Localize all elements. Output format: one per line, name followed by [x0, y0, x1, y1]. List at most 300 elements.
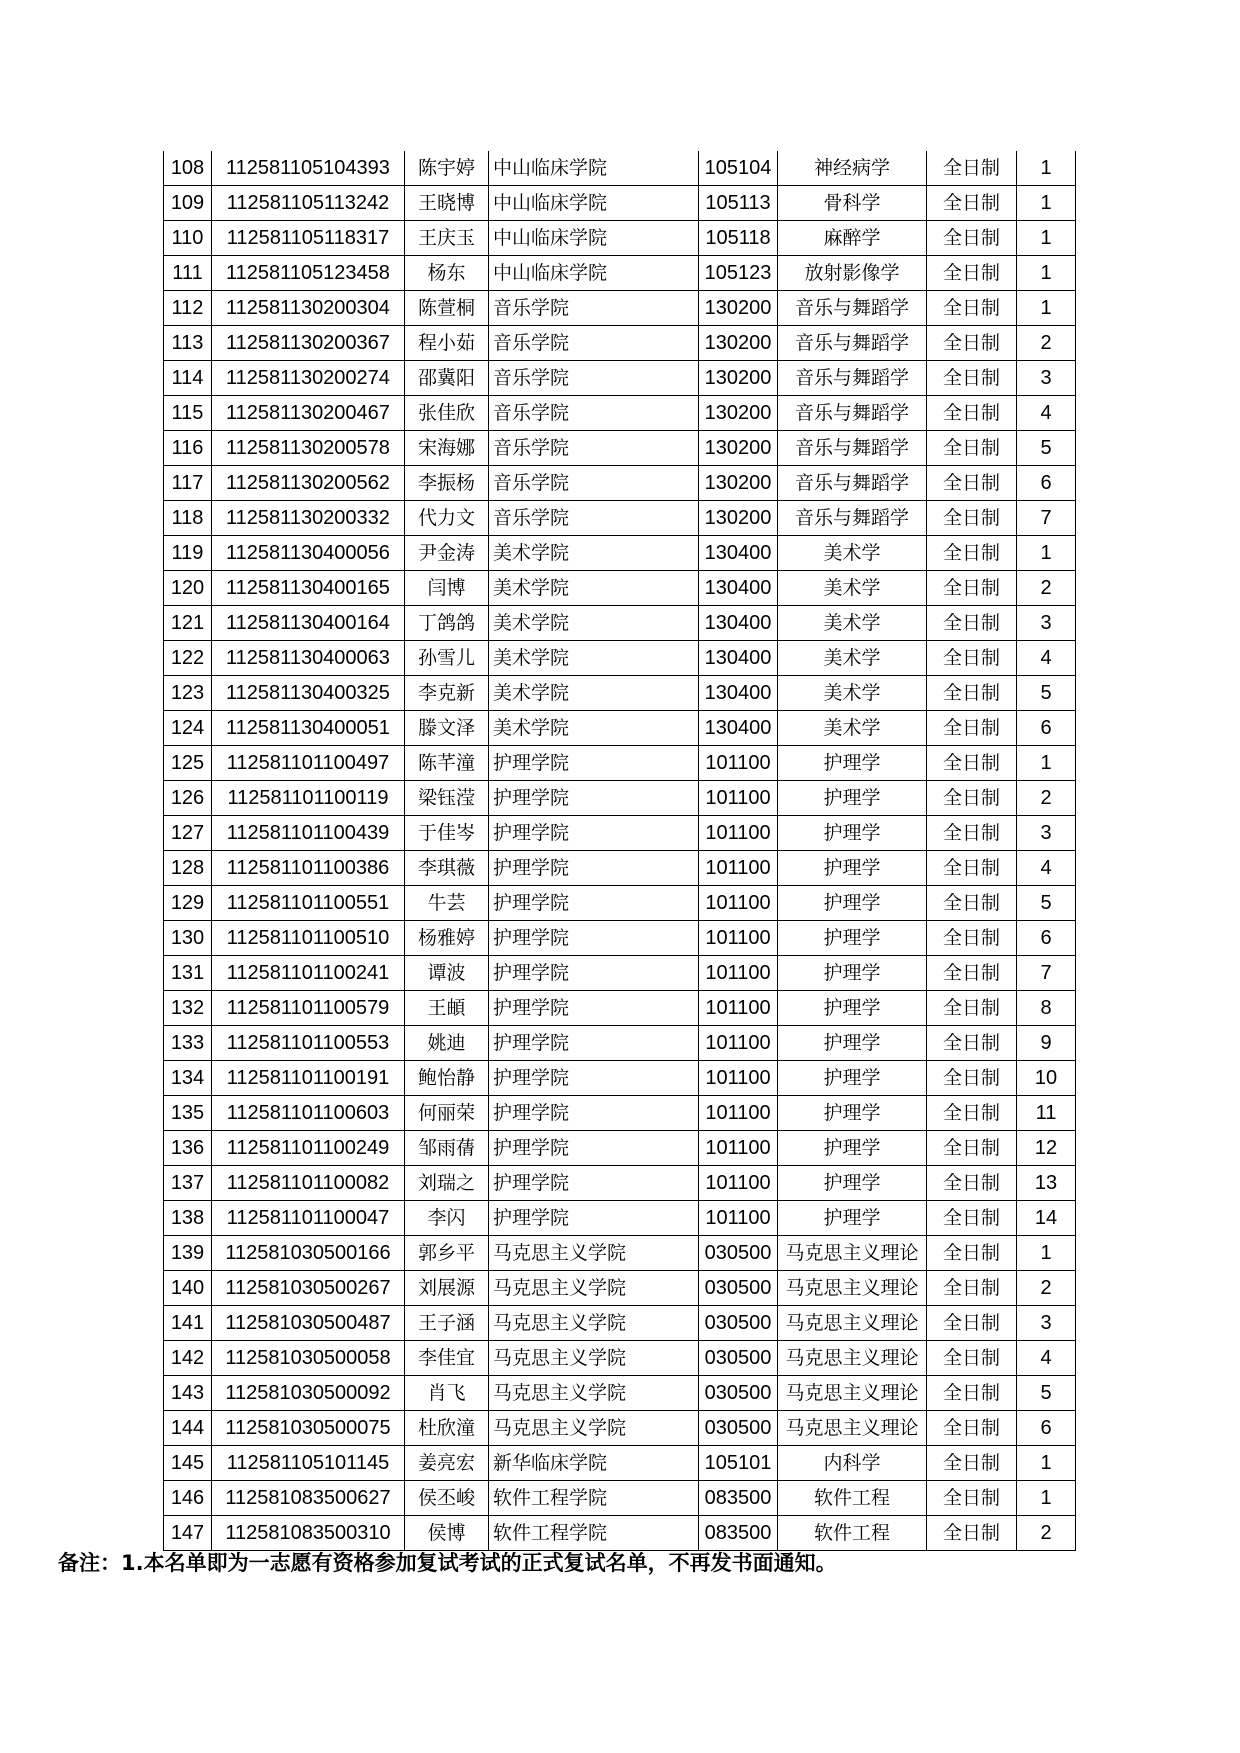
- rank-cell: 2: [1017, 571, 1076, 606]
- rank-cell: 6: [1017, 466, 1076, 501]
- college-cell: 音乐学院: [489, 291, 699, 326]
- row-number-cell: 137: [164, 1166, 212, 1201]
- college-cell: 软件工程学院: [489, 1516, 699, 1551]
- major-name-cell: 护理学: [778, 851, 927, 886]
- exam-id-cell: 112581105123458: [212, 256, 405, 291]
- study-mode-cell: 全日制: [927, 886, 1017, 921]
- major-code-cell: 130200: [699, 326, 778, 361]
- table-row: [164, 326, 1076, 361]
- candidate-name-cell: 李克新: [405, 676, 489, 711]
- rank-cell: 7: [1017, 501, 1076, 536]
- major-name-cell: 音乐与舞蹈学: [778, 291, 927, 326]
- college-cell: 护理学院: [489, 851, 699, 886]
- major-name-cell: 护理学: [778, 1166, 927, 1201]
- major-code-cell: 130200: [699, 291, 778, 326]
- major-code-cell: 130200: [699, 361, 778, 396]
- major-code-cell: 101100: [699, 816, 778, 851]
- college-cell: 护理学院: [489, 1131, 699, 1166]
- exam-id-cell: 112581101100439: [212, 816, 405, 851]
- rank-cell: 1: [1017, 151, 1076, 186]
- major-name-cell: 神经病学: [778, 151, 927, 186]
- exam-id-cell: 112581130400165: [212, 571, 405, 606]
- major-code-cell: 105113: [699, 186, 778, 221]
- major-code-cell: 101100: [699, 1026, 778, 1061]
- table-row: [164, 571, 1076, 606]
- major-name-cell: 软件工程: [778, 1516, 927, 1551]
- rank-cell: 7: [1017, 956, 1076, 991]
- candidate-name-cell: 李振杨: [405, 466, 489, 501]
- retest-list-table: [163, 151, 1076, 1551]
- major-code-cell: 130400: [699, 571, 778, 606]
- candidate-name-cell: 刘瑞之: [405, 1166, 489, 1201]
- major-name-cell: 马克思主义理论: [778, 1411, 927, 1446]
- row-number-cell: 122: [164, 641, 212, 676]
- table-row: [164, 536, 1076, 571]
- candidate-name-cell: 张佳欣: [405, 396, 489, 431]
- exam-id-cell: 112581101100579: [212, 991, 405, 1026]
- table-row: [164, 1306, 1076, 1341]
- table-row: [164, 851, 1076, 886]
- college-cell: 护理学院: [489, 1026, 699, 1061]
- college-cell: 新华临床学院: [489, 1446, 699, 1481]
- college-cell: 护理学院: [489, 886, 699, 921]
- major-code-cell: 083500: [699, 1516, 778, 1551]
- table-row: [164, 186, 1076, 221]
- college-cell: 软件工程学院: [489, 1481, 699, 1516]
- table-row: [164, 291, 1076, 326]
- major-name-cell: 放射影像学: [778, 256, 927, 291]
- study-mode-cell: 全日制: [927, 431, 1017, 466]
- candidate-name-cell: 郭乡平: [405, 1236, 489, 1271]
- study-mode-cell: 全日制: [927, 1271, 1017, 1306]
- study-mode-cell: 全日制: [927, 746, 1017, 781]
- rank-cell: 3: [1017, 606, 1076, 641]
- table-row: [164, 921, 1076, 956]
- row-number-cell: 112: [164, 291, 212, 326]
- major-name-cell: 麻醉学: [778, 221, 927, 256]
- rank-cell: 2: [1017, 781, 1076, 816]
- college-cell: 护理学院: [489, 956, 699, 991]
- candidate-name-cell: 侯博: [405, 1516, 489, 1551]
- study-mode-cell: 全日制: [927, 991, 1017, 1026]
- rank-cell: 14: [1017, 1201, 1076, 1236]
- exam-id-cell: 112581101100047: [212, 1201, 405, 1236]
- major-code-cell: 130400: [699, 711, 778, 746]
- study-mode-cell: 全日制: [927, 1236, 1017, 1271]
- college-cell: 音乐学院: [489, 361, 699, 396]
- major-code-cell: 101100: [699, 921, 778, 956]
- table-row: [164, 1096, 1076, 1131]
- study-mode-cell: 全日制: [927, 781, 1017, 816]
- college-cell: 护理学院: [489, 1061, 699, 1096]
- row-number-cell: 124: [164, 711, 212, 746]
- study-mode-cell: 全日制: [927, 1446, 1017, 1481]
- major-code-cell: 130200: [699, 466, 778, 501]
- major-name-cell: 护理学: [778, 1131, 927, 1166]
- row-number-cell: 144: [164, 1411, 212, 1446]
- table-row: [164, 816, 1076, 851]
- major-name-cell: 护理学: [778, 746, 927, 781]
- row-number-cell: 141: [164, 1306, 212, 1341]
- study-mode-cell: 全日制: [927, 921, 1017, 956]
- college-cell: 音乐学院: [489, 396, 699, 431]
- rank-cell: 11: [1017, 1096, 1076, 1131]
- exam-id-cell: 112581130200467: [212, 396, 405, 431]
- table-row: [164, 956, 1076, 991]
- candidate-name-cell: 滕文泽: [405, 711, 489, 746]
- table-row: [164, 711, 1076, 746]
- row-number-cell: 140: [164, 1271, 212, 1306]
- rank-cell: 9: [1017, 1026, 1076, 1061]
- college-cell: 美术学院: [489, 571, 699, 606]
- study-mode-cell: 全日制: [927, 816, 1017, 851]
- study-mode-cell: 全日制: [927, 1026, 1017, 1061]
- table-row: [164, 221, 1076, 256]
- college-cell: 音乐学院: [489, 431, 699, 466]
- rank-cell: 6: [1017, 921, 1076, 956]
- exam-id-cell: 112581130400056: [212, 536, 405, 571]
- college-cell: 美术学院: [489, 676, 699, 711]
- college-cell: 护理学院: [489, 991, 699, 1026]
- candidate-name-cell: 姚迪: [405, 1026, 489, 1061]
- major-name-cell: 美术学: [778, 536, 927, 571]
- rank-cell: 1: [1017, 1481, 1076, 1516]
- exam-id-cell: 112581130400063: [212, 641, 405, 676]
- college-cell: 中山临床学院: [489, 256, 699, 291]
- candidate-name-cell: 梁钰滢: [405, 781, 489, 816]
- table-row: [164, 1061, 1076, 1096]
- rank-cell: 1: [1017, 256, 1076, 291]
- major-name-cell: 护理学: [778, 781, 927, 816]
- rank-cell: 4: [1017, 641, 1076, 676]
- major-code-cell: 101100: [699, 1201, 778, 1236]
- exam-id-cell: 112581030500058: [212, 1341, 405, 1376]
- major-code-cell: 130400: [699, 676, 778, 711]
- college-cell: 护理学院: [489, 781, 699, 816]
- study-mode-cell: 全日制: [927, 571, 1017, 606]
- college-cell: 马克思主义学院: [489, 1306, 699, 1341]
- table-row: [164, 1166, 1076, 1201]
- row-number-cell: 132: [164, 991, 212, 1026]
- exam-id-cell: 112581105104393: [212, 151, 405, 186]
- study-mode-cell: 全日制: [927, 361, 1017, 396]
- college-cell: 音乐学院: [489, 326, 699, 361]
- table-row: [164, 1131, 1076, 1166]
- row-number-cell: 126: [164, 781, 212, 816]
- major-code-cell: 130200: [699, 501, 778, 536]
- study-mode-cell: 全日制: [927, 466, 1017, 501]
- study-mode-cell: 全日制: [927, 676, 1017, 711]
- rank-cell: 1: [1017, 746, 1076, 781]
- rank-cell: 3: [1017, 361, 1076, 396]
- row-number-cell: 113: [164, 326, 212, 361]
- row-number-cell: 118: [164, 501, 212, 536]
- study-mode-cell: 全日制: [927, 221, 1017, 256]
- rank-cell: 5: [1017, 676, 1076, 711]
- exam-id-cell: 112581105118317: [212, 221, 405, 256]
- exam-id-cell: 112581030500092: [212, 1376, 405, 1411]
- exam-id-cell: 112581101100249: [212, 1131, 405, 1166]
- major-name-cell: 音乐与舞蹈学: [778, 396, 927, 431]
- exam-id-cell: 112581030500075: [212, 1411, 405, 1446]
- college-cell: 护理学院: [489, 746, 699, 781]
- table-row: [164, 1201, 1076, 1236]
- exam-id-cell: 112581130200562: [212, 466, 405, 501]
- exam-id-cell: 112581101100386: [212, 851, 405, 886]
- major-name-cell: 马克思主义理论: [778, 1306, 927, 1341]
- major-name-cell: 护理学: [778, 956, 927, 991]
- table-row: [164, 1026, 1076, 1061]
- candidate-name-cell: 代力文: [405, 501, 489, 536]
- rank-cell: 12: [1017, 1131, 1076, 1166]
- exam-id-cell: 112581130400051: [212, 711, 405, 746]
- row-number-cell: 129: [164, 886, 212, 921]
- row-number-cell: 133: [164, 1026, 212, 1061]
- row-number-cell: 121: [164, 606, 212, 641]
- candidate-name-cell: 王子涵: [405, 1306, 489, 1341]
- study-mode-cell: 全日制: [927, 711, 1017, 746]
- college-cell: 美术学院: [489, 536, 699, 571]
- major-name-cell: 护理学: [778, 816, 927, 851]
- major-name-cell: 音乐与舞蹈学: [778, 361, 927, 396]
- row-number-cell: 131: [164, 956, 212, 991]
- study-mode-cell: 全日制: [927, 326, 1017, 361]
- exam-id-cell: 112581101100082: [212, 1166, 405, 1201]
- exam-id-cell: 112581130200367: [212, 326, 405, 361]
- major-code-cell: 105101: [699, 1446, 778, 1481]
- study-mode-cell: 全日制: [927, 606, 1017, 641]
- study-mode-cell: 全日制: [927, 291, 1017, 326]
- candidate-name-cell: 程小茹: [405, 326, 489, 361]
- college-cell: 马克思主义学院: [489, 1271, 699, 1306]
- row-number-cell: 120: [164, 571, 212, 606]
- major-name-cell: 音乐与舞蹈学: [778, 326, 927, 361]
- study-mode-cell: 全日制: [927, 151, 1017, 186]
- major-name-cell: 内科学: [778, 1446, 927, 1481]
- college-cell: 护理学院: [489, 1096, 699, 1131]
- table-row: [164, 256, 1076, 291]
- exam-id-cell: 112581083500627: [212, 1481, 405, 1516]
- major-code-cell: 130200: [699, 396, 778, 431]
- major-name-cell: 护理学: [778, 921, 927, 956]
- major-code-cell: 130200: [699, 431, 778, 466]
- rank-cell: 3: [1017, 816, 1076, 851]
- rank-cell: 5: [1017, 1376, 1076, 1411]
- rank-cell: 1: [1017, 186, 1076, 221]
- table-row: [164, 151, 1076, 186]
- study-mode-cell: 全日制: [927, 256, 1017, 291]
- row-number-cell: 115: [164, 396, 212, 431]
- exam-id-cell: 112581030500267: [212, 1271, 405, 1306]
- exam-id-cell: 112581083500310: [212, 1516, 405, 1551]
- rank-cell: 2: [1017, 1516, 1076, 1551]
- study-mode-cell: 全日制: [927, 1481, 1017, 1516]
- exam-id-cell: 112581101100603: [212, 1096, 405, 1131]
- college-cell: 马克思主义学院: [489, 1341, 699, 1376]
- candidate-name-cell: 杨东: [405, 256, 489, 291]
- study-mode-cell: 全日制: [927, 1306, 1017, 1341]
- major-name-cell: 美术学: [778, 711, 927, 746]
- major-code-cell: 105104: [699, 151, 778, 186]
- exam-id-cell: 112581130200332: [212, 501, 405, 536]
- major-name-cell: 马克思主义理论: [778, 1236, 927, 1271]
- study-mode-cell: 全日制: [927, 641, 1017, 676]
- exam-id-cell: 112581130400164: [212, 606, 405, 641]
- table-body: [164, 151, 1076, 1551]
- major-code-cell: 101100: [699, 1166, 778, 1201]
- exam-id-cell: 112581030500487: [212, 1306, 405, 1341]
- rank-cell: 6: [1017, 1411, 1076, 1446]
- exam-id-cell: 112581105101145: [212, 1446, 405, 1481]
- table-row: [164, 1446, 1076, 1481]
- candidate-name-cell: 邹雨蒨: [405, 1131, 489, 1166]
- major-code-cell: 030500: [699, 1236, 778, 1271]
- major-code-cell: 101100: [699, 1131, 778, 1166]
- exam-id-cell: 112581105113242: [212, 186, 405, 221]
- major-name-cell: 美术学: [778, 606, 927, 641]
- study-mode-cell: 全日制: [927, 851, 1017, 886]
- major-code-cell: 130400: [699, 536, 778, 571]
- study-mode-cell: 全日制: [927, 1166, 1017, 1201]
- major-code-cell: 105123: [699, 256, 778, 291]
- rank-cell: 6: [1017, 711, 1076, 746]
- exam-id-cell: 112581130200274: [212, 361, 405, 396]
- row-number-cell: 117: [164, 466, 212, 501]
- college-cell: 护理学院: [489, 921, 699, 956]
- table-row: [164, 676, 1076, 711]
- table-row: [164, 1271, 1076, 1306]
- exam-id-cell: 112581130200578: [212, 431, 405, 466]
- candidate-name-cell: 王頔: [405, 991, 489, 1026]
- major-code-cell: 101100: [699, 1096, 778, 1131]
- row-number-cell: 146: [164, 1481, 212, 1516]
- table-row: [164, 1516, 1076, 1551]
- candidate-name-cell: 孙雪儿: [405, 641, 489, 676]
- rank-cell: 1: [1017, 1446, 1076, 1481]
- major-name-cell: 骨科学: [778, 186, 927, 221]
- study-mode-cell: 全日制: [927, 1341, 1017, 1376]
- college-cell: 美术学院: [489, 606, 699, 641]
- major-code-cell: 030500: [699, 1271, 778, 1306]
- row-number-cell: 145: [164, 1446, 212, 1481]
- rank-cell: 4: [1017, 1341, 1076, 1376]
- row-number-cell: 119: [164, 536, 212, 571]
- college-cell: 音乐学院: [489, 501, 699, 536]
- major-name-cell: 美术学: [778, 676, 927, 711]
- study-mode-cell: 全日制: [927, 1061, 1017, 1096]
- candidate-name-cell: 于佳岑: [405, 816, 489, 851]
- rank-cell: 2: [1017, 1271, 1076, 1306]
- rank-cell: 4: [1017, 851, 1076, 886]
- row-number-cell: 134: [164, 1061, 212, 1096]
- major-code-cell: 130400: [699, 641, 778, 676]
- rank-cell: 1: [1017, 536, 1076, 571]
- candidate-name-cell: 陈芊潼: [405, 746, 489, 781]
- rank-cell: 1: [1017, 221, 1076, 256]
- row-number-cell: 109: [164, 186, 212, 221]
- college-cell: 音乐学院: [489, 466, 699, 501]
- rank-cell: 2: [1017, 326, 1076, 361]
- study-mode-cell: 全日制: [927, 186, 1017, 221]
- table-row: [164, 1341, 1076, 1376]
- major-code-cell: 030500: [699, 1376, 778, 1411]
- candidate-name-cell: 闫博: [405, 571, 489, 606]
- exam-id-cell: 112581101100553: [212, 1026, 405, 1061]
- exam-id-cell: 112581101100191: [212, 1061, 405, 1096]
- major-name-cell: 音乐与舞蹈学: [778, 431, 927, 466]
- study-mode-cell: 全日制: [927, 1096, 1017, 1131]
- major-code-cell: 130400: [699, 606, 778, 641]
- rank-cell: 10: [1017, 1061, 1076, 1096]
- row-number-cell: 139: [164, 1236, 212, 1271]
- row-number-cell: 108: [164, 151, 212, 186]
- rank-cell: 5: [1017, 431, 1076, 466]
- rank-cell: 1: [1017, 291, 1076, 326]
- table-row: [164, 1236, 1076, 1271]
- college-cell: 中山临床学院: [489, 151, 699, 186]
- candidate-name-cell: 李佳宜: [405, 1341, 489, 1376]
- major-name-cell: 护理学: [778, 1096, 927, 1131]
- major-name-cell: 音乐与舞蹈学: [778, 466, 927, 501]
- major-name-cell: 护理学: [778, 1061, 927, 1096]
- candidate-name-cell: 陈萱桐: [405, 291, 489, 326]
- exam-id-cell: 112581101100241: [212, 956, 405, 991]
- table-row: [164, 641, 1076, 676]
- row-number-cell: 135: [164, 1096, 212, 1131]
- row-number-cell: 123: [164, 676, 212, 711]
- study-mode-cell: 全日制: [927, 536, 1017, 571]
- exam-id-cell: 112581030500166: [212, 1236, 405, 1271]
- study-mode-cell: 全日制: [927, 396, 1017, 431]
- exam-id-cell: 112581101100510: [212, 921, 405, 956]
- exam-id-cell: 112581101100551: [212, 886, 405, 921]
- college-cell: 护理学院: [489, 816, 699, 851]
- exam-id-cell: 112581101100119: [212, 781, 405, 816]
- exam-id-cell: 112581101100497: [212, 746, 405, 781]
- table-row: [164, 1376, 1076, 1411]
- row-number-cell: 111: [164, 256, 212, 291]
- major-code-cell: 030500: [699, 1341, 778, 1376]
- major-name-cell: 软件工程: [778, 1481, 927, 1516]
- table-row: [164, 501, 1076, 536]
- candidate-name-cell: 丁鸽鸽: [405, 606, 489, 641]
- row-number-cell: 110: [164, 221, 212, 256]
- candidate-name-cell: 邵冀阳: [405, 361, 489, 396]
- candidate-name-cell: 宋海娜: [405, 431, 489, 466]
- major-code-cell: 083500: [699, 1481, 778, 1516]
- college-cell: 马克思主义学院: [489, 1376, 699, 1411]
- college-cell: 护理学院: [489, 1166, 699, 1201]
- college-cell: 美术学院: [489, 641, 699, 676]
- row-number-cell: 147: [164, 1516, 212, 1551]
- candidate-name-cell: 陈宇婷: [405, 151, 489, 186]
- major-code-cell: 030500: [699, 1306, 778, 1341]
- row-number-cell: 142: [164, 1341, 212, 1376]
- table-row: [164, 466, 1076, 501]
- study-mode-cell: 全日制: [927, 1411, 1017, 1446]
- row-number-cell: 138: [164, 1201, 212, 1236]
- study-mode-cell: 全日制: [927, 1376, 1017, 1411]
- table-row: [164, 886, 1076, 921]
- candidate-name-cell: 王晓博: [405, 186, 489, 221]
- rank-cell: 8: [1017, 991, 1076, 1026]
- table-row: [164, 361, 1076, 396]
- candidate-name-cell: 鲍怡静: [405, 1061, 489, 1096]
- candidate-name-cell: 肖飞: [405, 1376, 489, 1411]
- exam-id-cell: 112581130200304: [212, 291, 405, 326]
- study-mode-cell: 全日制: [927, 1516, 1017, 1551]
- rank-cell: 1: [1017, 1236, 1076, 1271]
